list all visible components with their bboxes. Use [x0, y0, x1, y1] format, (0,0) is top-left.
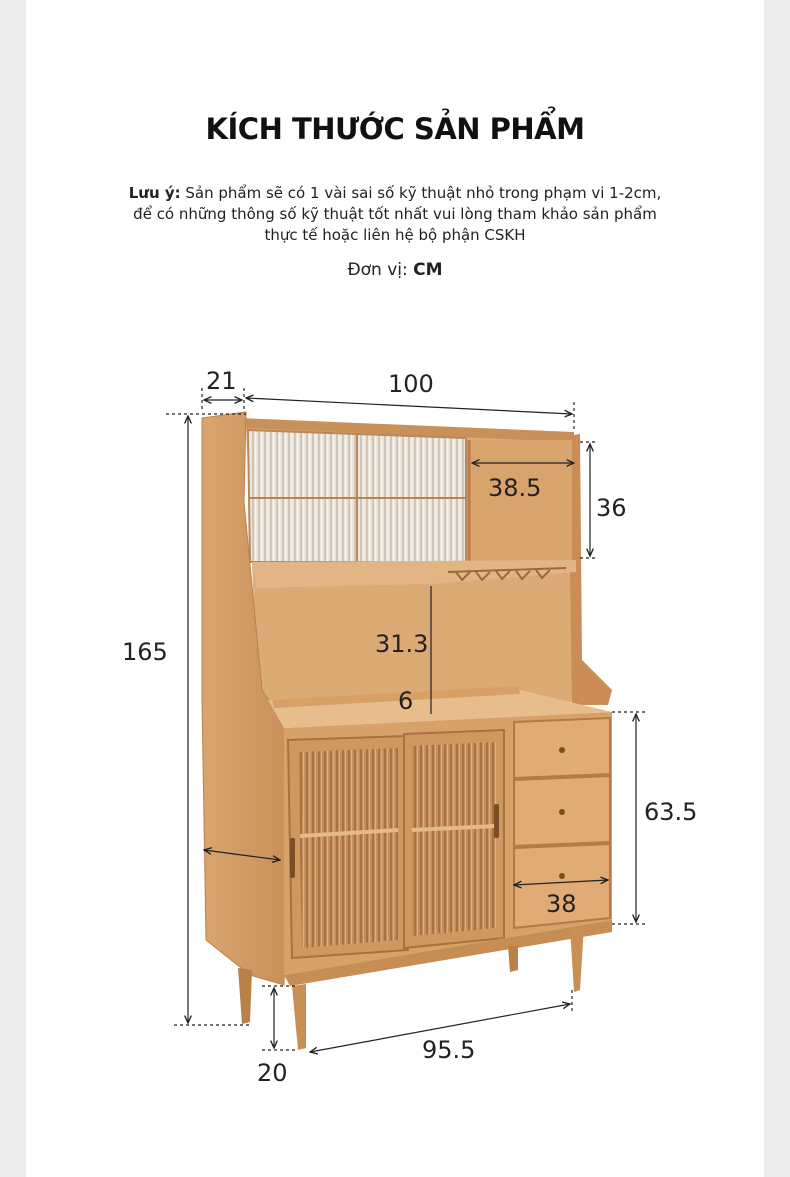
page-title: KÍCH THƯỚC SẢN PHẨM [205, 112, 585, 146]
hutch [240, 418, 612, 705]
dim-line-width-top [246, 398, 572, 414]
note-line-3: thực tế hoặc liên hệ bộ phận CSKH [264, 226, 526, 244]
dim-width-bottom: 95.5 [422, 1036, 476, 1064]
dim-width-top: 100 [388, 370, 434, 398]
dim-depth-top: 21 [206, 367, 237, 395]
drawer-knob-3 [559, 873, 565, 879]
door-handle-right [494, 804, 499, 838]
dim-compartment-width: 38.5 [488, 474, 542, 502]
dim-cabinet-height: 63.5 [644, 798, 698, 826]
dim-leg-height: 20 [257, 1059, 288, 1087]
leg-front-left [292, 984, 306, 1050]
dim-backsplash: 6 [398, 687, 414, 715]
drawer-knob-1 [559, 747, 565, 753]
sliding-door-right-glass [412, 742, 496, 936]
leg-front-right [570, 926, 584, 992]
dim-shelf-gap: 31.3 [375, 630, 429, 658]
note-line-1: Sản phẩm sẽ có 1 vài sai số kỹ thuật nhỏ trong phạm vi 1-2cm, [180, 184, 662, 202]
dim-compartment-height: 36 [596, 494, 627, 522]
unit-value: CM [413, 260, 443, 280]
dim-height-total: 165 [122, 638, 168, 666]
sliding-door-left-glass [298, 748, 398, 948]
leg-back-left [238, 968, 252, 1024]
glass-door-left [248, 430, 357, 562]
dim-drawer-width: 38 [546, 890, 577, 918]
note-line-2: để có những thông số kỹ thuật tốt nhất vui lòng tham khảo sản phẩm [133, 205, 657, 223]
door-handle-left [290, 838, 295, 878]
leg-back-right [508, 946, 518, 972]
unit-label: Đơn vị: [347, 260, 414, 280]
open-compartment [468, 440, 572, 564]
drawer-knob-2 [559, 809, 565, 815]
base-cabinet [268, 686, 612, 986]
note-label: Lưu ý: [128, 184, 181, 202]
